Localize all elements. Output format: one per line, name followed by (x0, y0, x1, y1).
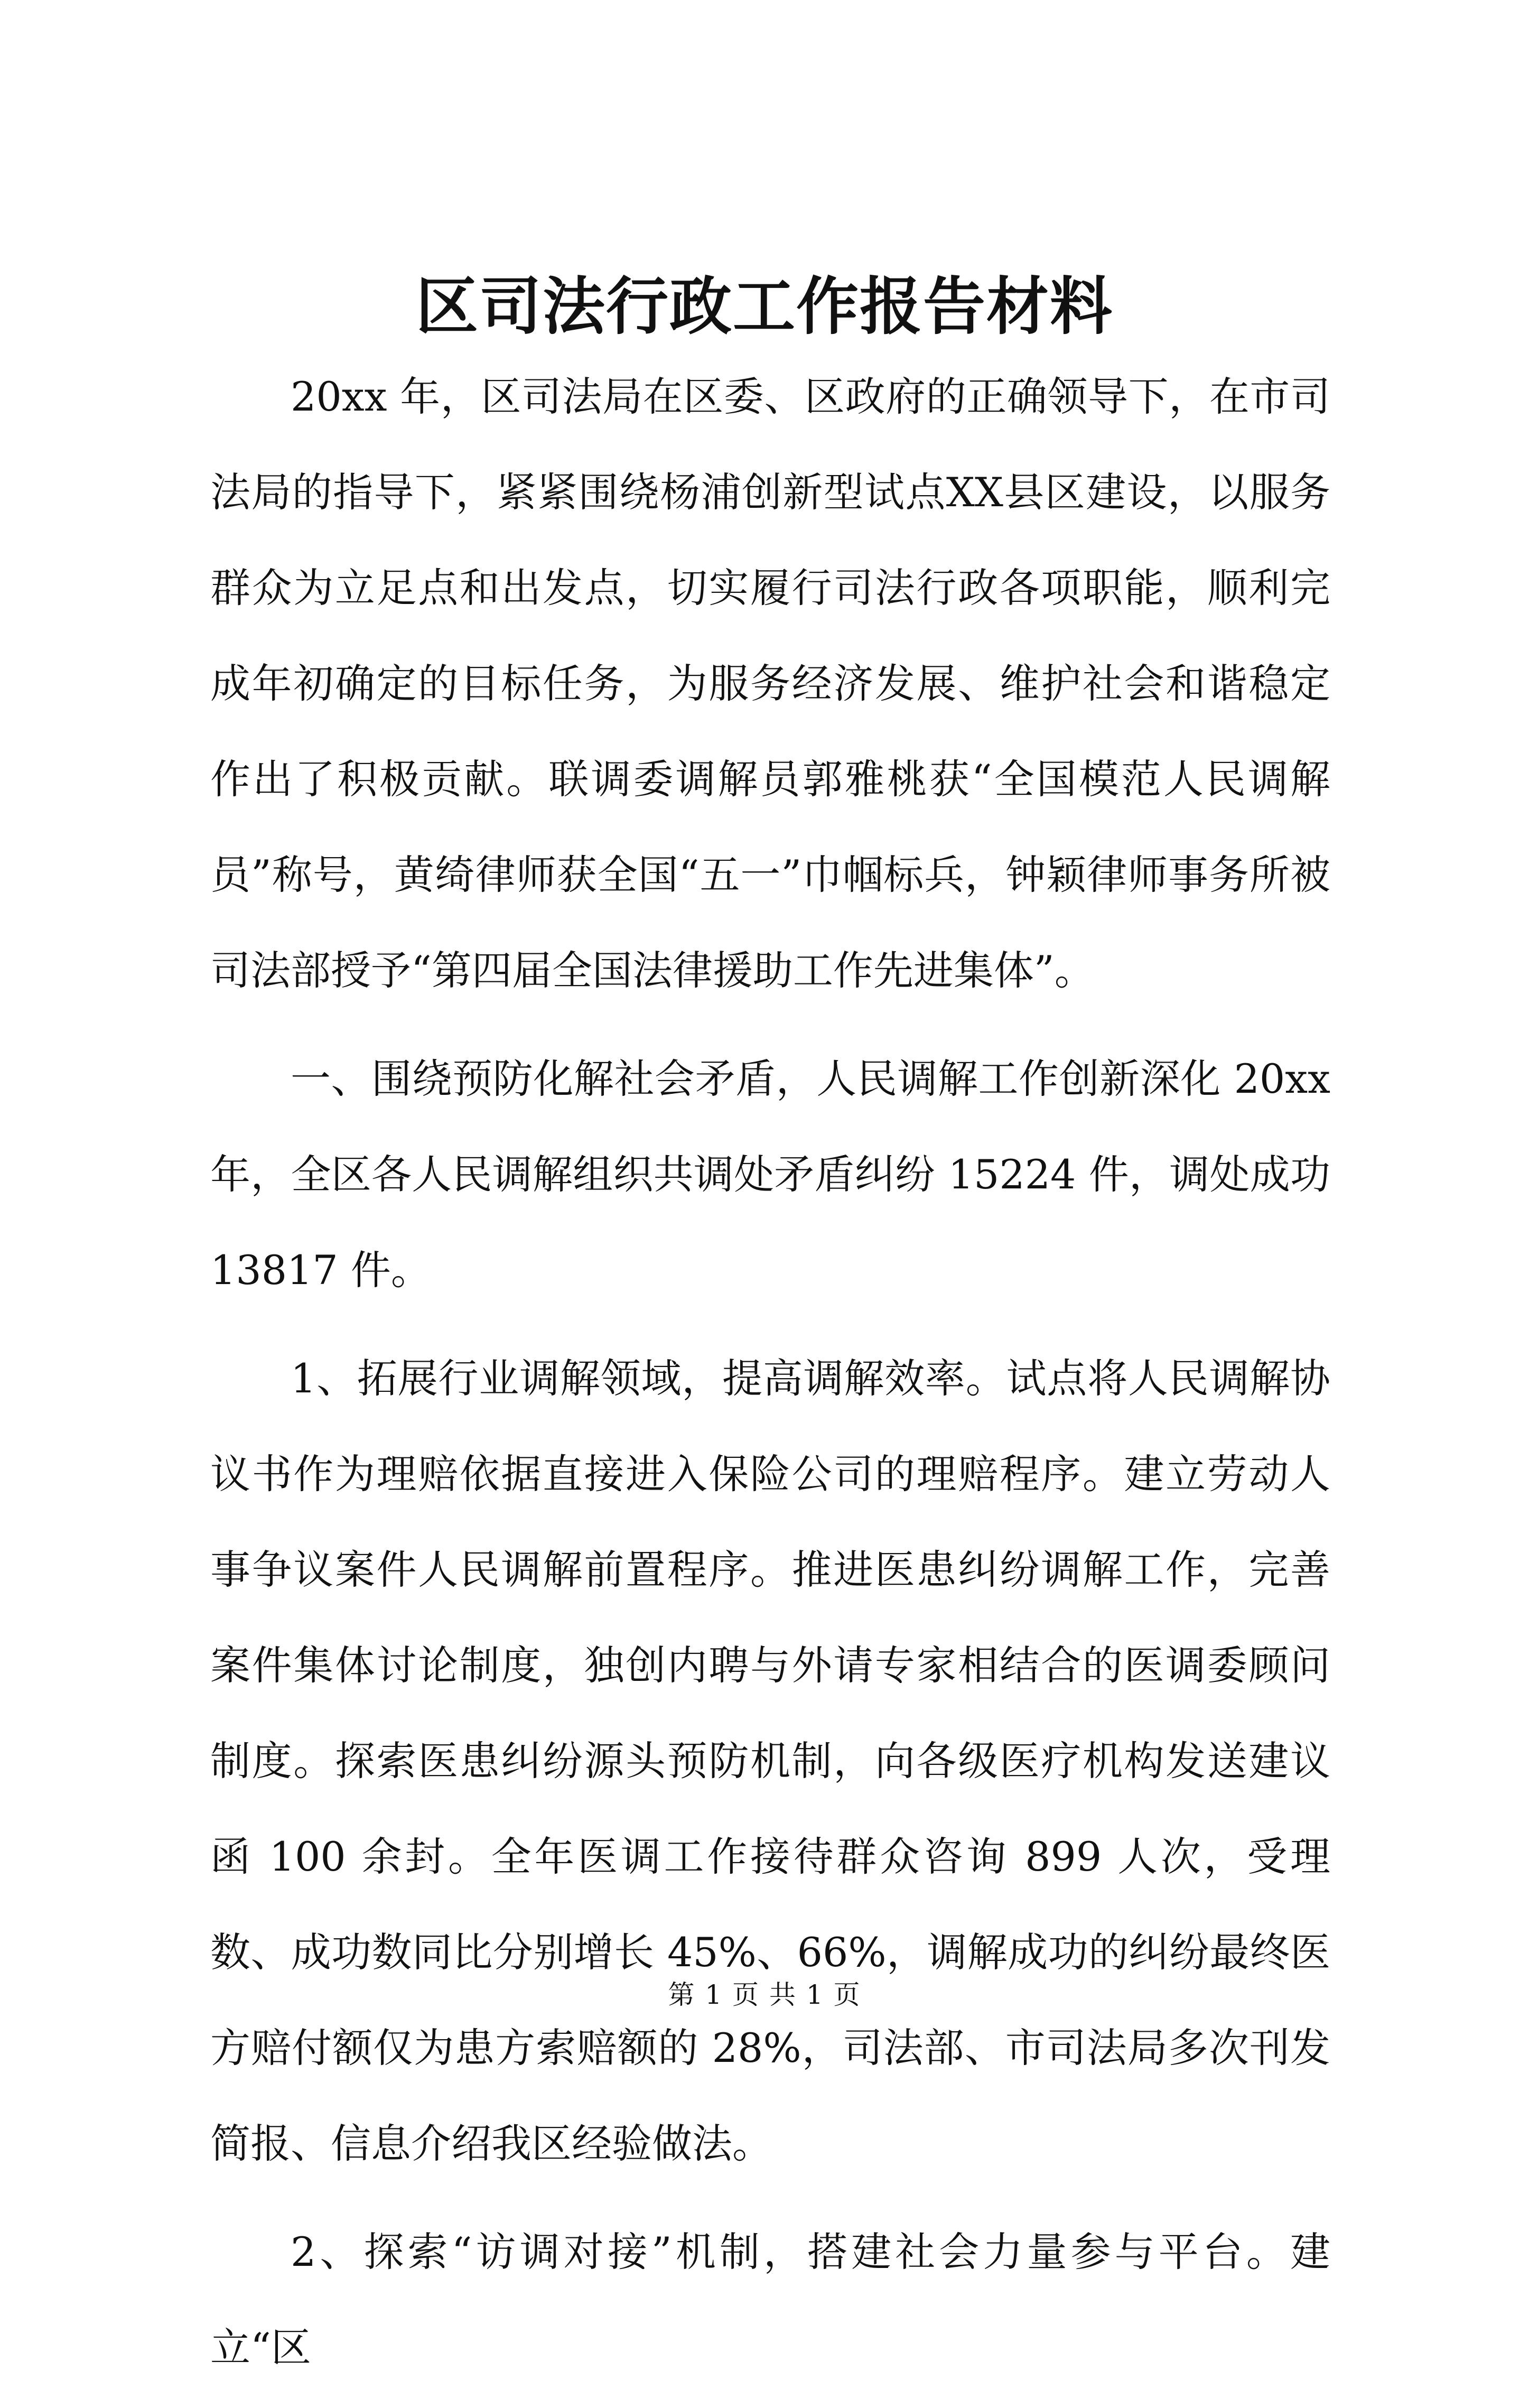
paragraph-section-one: 一、围绕预防化解社会矛盾，人民调解工作创新深化 20xx 年，全区各人民调解组织共调处矛盾纠纷 15224 件，调处成功 13817 件。 (210, 1055, 1330, 1294)
document-title: 区司法行政工作报告材料 (415, 269, 1113, 343)
paragraph-intro: 20xx 年，区司法局在区委、区政府的正确领导下，在市司法局的指导下，紧紧围绕杨浦创新型试点XX县区建设，以服务群众为立足点和出发点，切实履行司法行政各项职能，顺利完成年初确定的目标任务，为服务经济发展、维护社会和谐稳定作出了积极贡献。联调委调解员郭雅桃获“全国模范人民调解员”称号，黄绮律师获全国“五一”巾帼标兵，钟颖律师事务所被司法部授予“第四届全国法律援助工作先进集体”。 (210, 373, 1330, 994)
paragraph-item-two: 2、探索“访调对接”机制，搭建社会力量参与平台。建立“区 (210, 2228, 1330, 2371)
document-body (210, 349, 1330, 2408)
paragraph-item-one: 1、拓展行业调解领域，提高调解效率。试点将人民调解协议书作为理赔依据直接进入保险公司的理赔程序。建立劳动人事争议案件人民调解前置程序。推进医患纠纷调解工作，完善案件集体讨论制度，独创内聘与外请专家相结合的医调委顾问制度。探索医患纠纷源头预防机制，向各级医疗机构发送建议函 100 余封。全年医调工作接待群众咨询 899 人次，受理数、成功数同比分别增长 45%、66%，调解成功的纠纷最终医方赔付额仅为患方索赔额的 28%，司法部、市司法局多次刊发简报、信息介绍我区经验做法。 (210, 1355, 1330, 2167)
page-footer: 第 1 页 共 1 页 (668, 1979, 861, 2010)
